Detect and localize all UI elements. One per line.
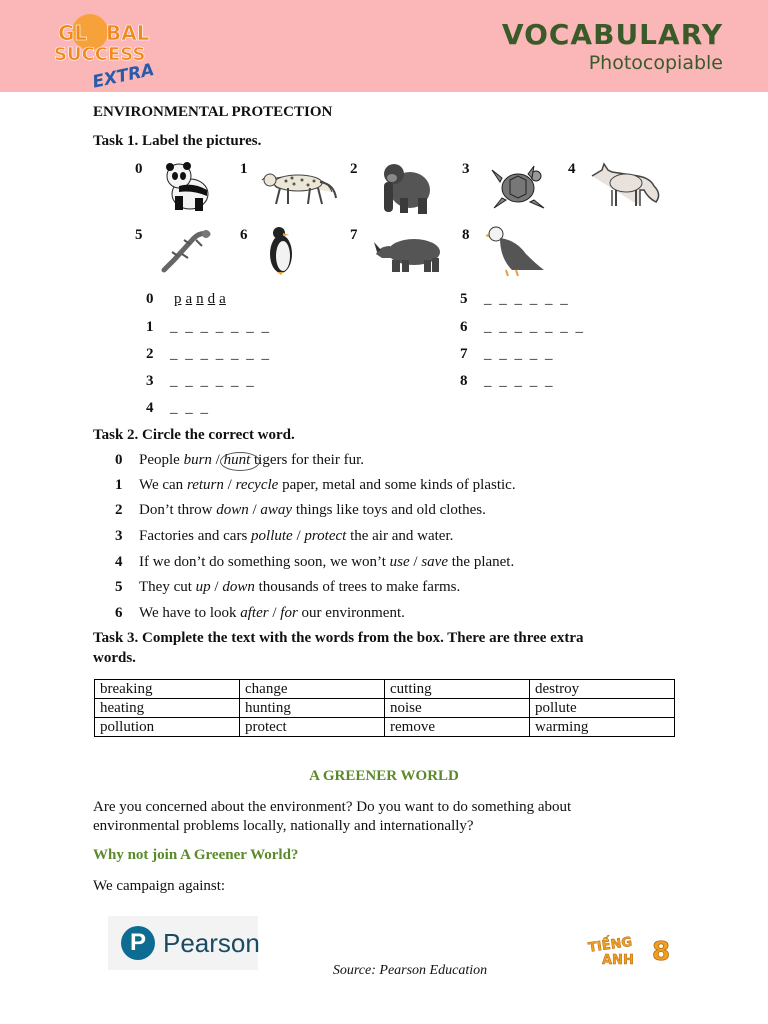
option-separator: / bbox=[292, 528, 305, 544]
word-cell: change bbox=[240, 680, 385, 699]
item-text: Don’t throw bbox=[139, 502, 217, 518]
answer-blank[interactable]: _ _ _ _ _ _ bbox=[484, 291, 570, 307]
task2-item-4 bbox=[115, 554, 514, 571]
gorilla-icon bbox=[378, 158, 434, 216]
word-cell: noise bbox=[385, 699, 530, 718]
pic-number: 7 bbox=[350, 227, 358, 243]
answer-number: 5 bbox=[460, 291, 468, 307]
option-1[interactable]: burn bbox=[183, 452, 212, 468]
task2-title: Task 2. Circle the correct word. bbox=[93, 427, 295, 443]
pic-number: 2 bbox=[350, 161, 358, 177]
pearson-wordmark: Pearson bbox=[163, 928, 260, 958]
pic-number: 1 bbox=[240, 161, 248, 177]
item-text: We can bbox=[139, 477, 187, 493]
word-cell: pollution bbox=[95, 718, 240, 737]
turtle-icon bbox=[488, 160, 548, 214]
svg-text:8: 8 bbox=[652, 937, 671, 967]
task2-item-0 bbox=[115, 452, 364, 469]
option-2-circled[interactable]: hunt bbox=[223, 452, 251, 468]
rhino-icon bbox=[372, 234, 444, 274]
word-cell: hunting bbox=[240, 699, 385, 718]
answer-blank[interactable]: _ _ _ bbox=[170, 400, 210, 416]
option-2[interactable]: recycle bbox=[235, 477, 279, 493]
word-row bbox=[95, 680, 675, 699]
answer-number: 6 bbox=[460, 319, 468, 335]
task3-title-cont: words. bbox=[93, 650, 136, 666]
answer-blank[interactable]: _ _ _ _ _ bbox=[484, 346, 555, 362]
word-cell: warming bbox=[530, 718, 675, 737]
header-subtitle: Photocopiable bbox=[588, 52, 723, 74]
word-cell: heating bbox=[95, 699, 240, 718]
word-cell: destroy bbox=[530, 680, 675, 699]
svg-text:TIẾNG: TIẾNG bbox=[587, 934, 634, 956]
task2-item-2 bbox=[115, 502, 486, 519]
campaign-text: We campaign against: bbox=[93, 878, 226, 894]
option-separator: / bbox=[223, 477, 236, 493]
word-box bbox=[94, 679, 675, 737]
answer-3 bbox=[146, 373, 256, 390]
answer-0: 0 p a n d a bbox=[146, 291, 226, 307]
pic-number: 4 bbox=[568, 161, 576, 177]
answer-blank[interactable]: _ _ _ _ _ _ bbox=[170, 373, 256, 389]
option-2[interactable]: save bbox=[421, 554, 448, 570]
option-separator: / bbox=[248, 502, 261, 518]
source-credit: Source: Pearson Education bbox=[332, 963, 488, 978]
lizard-icon bbox=[160, 228, 212, 276]
answer-number: 7 bbox=[460, 346, 468, 362]
word-cell: protect bbox=[240, 718, 385, 737]
fox-icon bbox=[588, 160, 664, 210]
item-number: 3 bbox=[115, 528, 123, 544]
item-number: 6 bbox=[115, 605, 123, 621]
answer-number: 8 bbox=[460, 373, 468, 389]
answer-5 bbox=[460, 291, 570, 308]
eagle-icon bbox=[486, 224, 548, 276]
answer-example-p: p bbox=[174, 291, 182, 307]
option-1[interactable]: return bbox=[186, 477, 224, 493]
answer-7 bbox=[460, 346, 555, 363]
article-title: A GREENER WORLD bbox=[309, 768, 459, 784]
item-number: 2 bbox=[115, 502, 123, 518]
article-intro bbox=[93, 798, 683, 836]
pic-number: 8 bbox=[462, 227, 470, 243]
pic-number: 6 bbox=[240, 227, 248, 243]
article-intro-line: Are you concerned about the environment? Do you want to do something about bbox=[93, 799, 572, 815]
answer-4 bbox=[146, 400, 210, 417]
task2-item-6 bbox=[115, 605, 405, 622]
article-subtitle: Why not join A Greener World? bbox=[93, 847, 299, 863]
option-1[interactable]: down bbox=[216, 502, 249, 518]
task2-item-5 bbox=[115, 579, 460, 596]
item-text: the air and water. bbox=[346, 528, 454, 544]
option-1[interactable]: after bbox=[240, 605, 269, 621]
answer-blank[interactable]: _ _ _ _ _ bbox=[484, 373, 555, 389]
svg-text:ANH: ANH bbox=[602, 953, 634, 968]
answer-2 bbox=[146, 346, 271, 363]
option-separator: / bbox=[268, 605, 281, 621]
svg-text:BAL: BAL bbox=[106, 21, 150, 45]
word-cell: remove bbox=[385, 718, 530, 737]
task1-title: Task 1. Label the pictures. bbox=[93, 133, 262, 149]
page-header bbox=[0, 0, 768, 92]
option-1[interactable]: up bbox=[195, 579, 211, 595]
item-text: thousands of trees to make farms. bbox=[254, 579, 461, 595]
item-text: They cut bbox=[139, 579, 196, 595]
penguin-icon bbox=[265, 224, 297, 276]
item-text: paper, metal and some kinds of plastic. bbox=[278, 477, 516, 493]
task2-item-1 bbox=[115, 477, 516, 494]
word-cell: cutting bbox=[385, 680, 530, 699]
task3-title: Task 3. Complete the text with the words from the box. There are three extra bbox=[93, 630, 584, 646]
answer-6 bbox=[460, 319, 585, 336]
item-text: things like toys and old clothes. bbox=[292, 502, 486, 518]
answer-blank[interactable]: _ _ _ _ _ _ _ bbox=[170, 319, 271, 335]
word-cell: breaking bbox=[95, 680, 240, 699]
option-separator: / bbox=[210, 579, 223, 595]
item-number: 1 bbox=[115, 477, 123, 493]
word-row bbox=[95, 699, 675, 718]
option-2[interactable]: away bbox=[260, 502, 293, 518]
item-text: tigers for their fur. bbox=[250, 452, 364, 468]
item-text: People bbox=[139, 452, 184, 468]
answer-1 bbox=[146, 319, 271, 336]
tieng-anh-8-logo bbox=[586, 930, 681, 970]
svg-text:GL: GL bbox=[58, 21, 88, 45]
word-cell: pollute bbox=[530, 699, 675, 718]
option-1[interactable]: use bbox=[389, 554, 410, 570]
item-number: 0 bbox=[115, 452, 123, 468]
pearson-logo bbox=[108, 916, 258, 970]
item-text: Factories and cars bbox=[139, 528, 252, 544]
option-1[interactable]: pollute bbox=[251, 528, 293, 544]
svg-text:EXTRA: EXTRA bbox=[90, 60, 157, 88]
svg-text:SUCCESS: SUCCESS bbox=[54, 44, 146, 65]
header-title: VOCABULARY bbox=[501, 18, 723, 51]
item-number: 4 bbox=[115, 554, 123, 570]
answer-number: 3 bbox=[146, 373, 154, 389]
leopard-icon bbox=[258, 166, 338, 208]
global-success-logo bbox=[50, 6, 170, 88]
option-separator: / bbox=[409, 554, 422, 570]
answer-blank[interactable]: _ _ _ _ _ _ _ bbox=[170, 346, 271, 362]
item-text: If we don’t do something soon, we won’t bbox=[139, 554, 390, 570]
item-text: the planet. bbox=[448, 554, 515, 570]
item-text: We have to look bbox=[139, 605, 241, 621]
article-intro-line: environmental problems locally, nationally and internationally? bbox=[93, 818, 474, 834]
task2-item-3 bbox=[115, 528, 453, 545]
option-2[interactable]: for bbox=[280, 605, 298, 621]
answer-blank[interactable]: _ _ _ _ _ _ _ bbox=[484, 319, 585, 335]
topic-title: ENVIRONMENTAL PROTECTION bbox=[93, 104, 333, 120]
pearson-mark: P bbox=[121, 926, 155, 960]
answer-number: 0 bbox=[146, 291, 154, 307]
option-2[interactable]: down bbox=[222, 579, 255, 595]
item-text: our environment. bbox=[297, 605, 405, 621]
answer-number: 2 bbox=[146, 346, 154, 362]
panda-icon bbox=[163, 160, 213, 212]
option-2[interactable]: protect bbox=[304, 528, 347, 544]
option-separator: / bbox=[211, 452, 224, 468]
pic-number: 5 bbox=[135, 227, 143, 243]
answer-number: 1 bbox=[146, 319, 154, 335]
answer-8 bbox=[460, 373, 555, 390]
pic-number: 3 bbox=[462, 161, 470, 177]
word-row bbox=[95, 718, 675, 737]
pic-number: 0 bbox=[135, 161, 143, 177]
answer-number: 4 bbox=[146, 400, 154, 416]
item-number: 5 bbox=[115, 579, 123, 595]
